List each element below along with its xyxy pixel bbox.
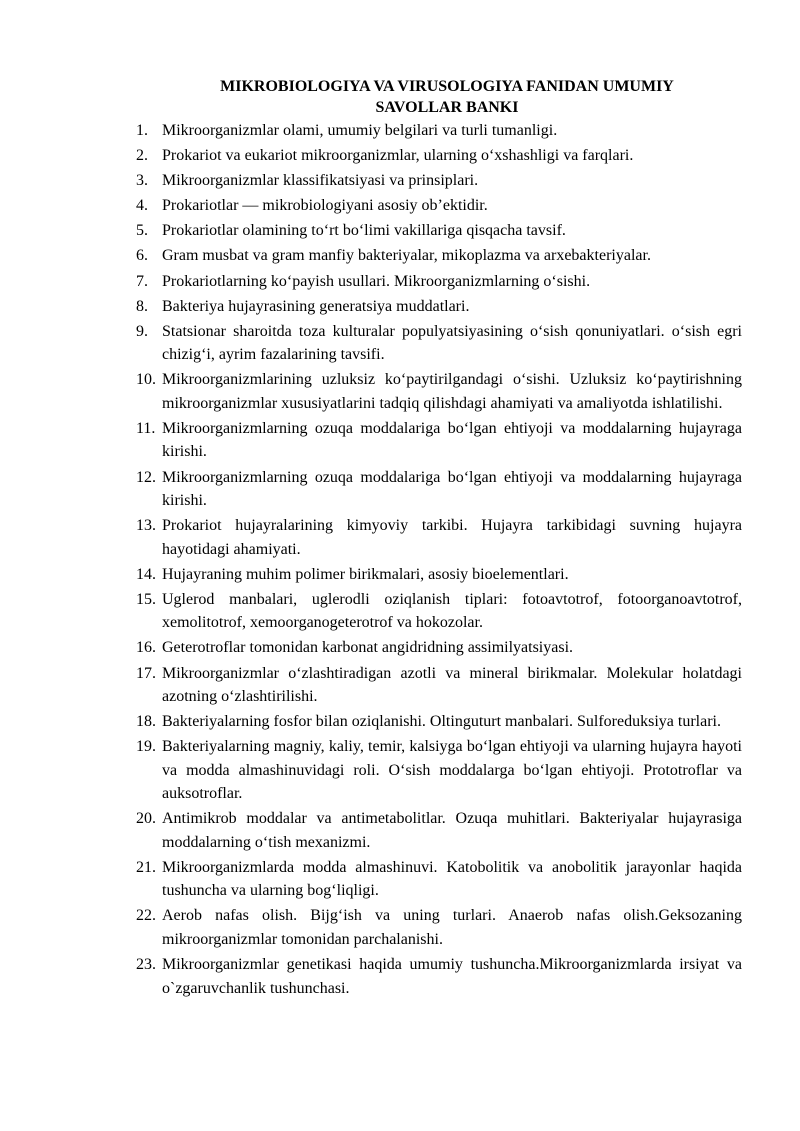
item-text: Mikroorganizmlar genetikasi haqida umumiy tushuncha.Mikroorganizmlarda irsiyat va o`zgaruvchanlik tushunchasi. <box>162 956 742 997</box>
item-number: 10. <box>136 371 156 389</box>
item-text: Statsionar sharoitda toza kulturalar populyatsiyasining oʻsish qonuniyatlari. oʻsish egri chizigʻi, ayrim fazalarining tavsifi. <box>162 322 742 364</box>
list-item <box>136 466 742 513</box>
title-line-1: MIKROBIOLOGIYA VA VIRUSOLOGIYA FANIDAN UMUMIY <box>220 78 674 95</box>
list-item <box>136 295 742 319</box>
item-text: Mikroorganizmlar oʻzlashtiradigan azotli va mineral birikmalar. Molekular holatdagi azotning oʻzlashtirilishi. <box>162 664 742 705</box>
item-text: Geterotroflar tomonidan karbonat angidridning assimilyatsiyasi. <box>162 639 574 657</box>
item-number: 19. <box>136 738 156 756</box>
list-item <box>136 320 742 367</box>
item-number: 20. <box>136 810 156 828</box>
list-item <box>136 514 742 561</box>
list-item <box>136 194 742 218</box>
item-text: Mikroorganizmlarining uzluksiz koʻpaytirilgandagi oʻsishi. Uzluksiz koʻpaytirishning mikroorganizmlar xususiyatlarini tadqiq qilishdagi ahamiyati va amaliyotda ishlatilishi. <box>162 371 742 412</box>
list-item <box>136 856 742 903</box>
item-number: 23. <box>136 956 156 974</box>
item-number: 12. <box>136 468 156 486</box>
item-text: Prokariotlar olamining toʻrt boʻlimi vakillariga qisqacha tavsif. <box>162 222 566 240</box>
item-text: Mikroorganizmlar olami, umumiy belgilari va turli tumanligi. <box>162 122 558 139</box>
item-number: 4. <box>136 197 148 215</box>
list-item <box>136 710 742 734</box>
item-text: Antimikrob moddalar va antimetabolitlar. Ozuqa muhitlari. Bakteriyalar hujayrasiga moddalarning oʻtish mexanizmi. <box>162 810 742 851</box>
list-item <box>136 563 742 587</box>
item-number: 11. <box>136 419 156 437</box>
list-item <box>136 119 742 143</box>
item-text: Mikroorganizmlarning ozuqa moddalariga boʻlgan ehtiyoji va moddalarning hujayraga kirishi. <box>162 468 742 510</box>
item-text: Prokariot hujayralarining kimyoviy tarkibi. Hujayra tarkibidagi suvning hujayra hayotidagi ahamiyati. <box>162 517 742 558</box>
list-item <box>136 807 742 854</box>
list-item <box>136 417 742 464</box>
item-number: 2. <box>136 147 148 165</box>
item-number: 1. <box>136 122 148 139</box>
list-item <box>136 244 742 268</box>
item-number: 6. <box>136 247 148 265</box>
list-item <box>136 904 742 951</box>
item-text: Uglerod manbalari, uglerodli oziqlanish tiplari: fotoavtotrof, fotoorganoavtotrof, xemolitotrof, xemoorganogeterotrof va hokozolar. <box>162 590 742 632</box>
item-text: Bakteriyalarning fosfor bilan oziqlanishi. Oltinguturt manbalari. Sulforeduksiya turlari. <box>162 713 721 731</box>
item-text: Bakteriya hujayrasining generatsiya muddatlari. <box>162 297 470 315</box>
item-number: 14. <box>136 565 156 583</box>
list-item <box>136 953 742 1000</box>
document-title <box>136 76 742 118</box>
item-number: 9. <box>136 322 148 340</box>
list-item <box>136 368 742 415</box>
item-number: 7. <box>136 272 148 290</box>
item-number: 21. <box>136 858 156 876</box>
list-item <box>136 144 742 168</box>
question-list <box>136 119 742 1000</box>
item-number: 18. <box>136 713 156 731</box>
item-text: Prokariot va eukariot mikroorganizmlar, ularning oʻxshashligi va farqlari. <box>162 147 634 165</box>
item-text: Hujayraning muhim polimer birikmalari, asosiy bioelementlari. <box>162 565 569 583</box>
item-number: 17. <box>136 664 156 682</box>
item-text: Bakteriyalarning magniy, kaliy, temir, kalsiyga boʻlgan ehtiyoji va ularning hujayra hayoti va modda almashinuvidagi roli. Oʻsish moddalarga boʻlgan ehtiyoji. Prototroflar va auksotroflar. <box>162 738 742 803</box>
item-number: 13. <box>136 517 156 535</box>
list-item <box>136 219 742 243</box>
item-text: Mikroorganizmlar klassifikatsiyasi va prinsiplari. <box>162 172 479 190</box>
list-item <box>136 662 742 709</box>
title-line-2: SAVOLLAR BANKI <box>375 99 519 116</box>
item-text: Prokariotlarning koʻpayish usullari. Mikroorganizmlarning oʻsishi. <box>162 272 591 290</box>
item-number: 8. <box>136 297 148 315</box>
list-item <box>136 588 742 635</box>
list-item <box>136 270 742 294</box>
list-item <box>136 735 742 806</box>
item-text: Mikroorganizmlarning ozuqa moddalariga boʻlgan ehtiyoji va moddalarning hujayraga kirishi. <box>162 419 742 461</box>
item-number: 3. <box>136 172 148 190</box>
item-text: Gram musbat va gram manfiy bakteriyalar, mikoplazma va arxebakteriyalar. <box>162 247 651 265</box>
item-number: 15. <box>136 590 156 608</box>
item-number: 22. <box>136 907 156 925</box>
item-text: Aerob nafas olish. Bijgʻish va uning turlari. Anaerob nafas olish.Geksozaning mikroorganizmlar tomonidan parchalanishi. <box>162 907 742 948</box>
list-item <box>136 636 742 660</box>
item-text: Prokariotlar — mikrobiologiyani asosiy ob’ektidir. <box>162 197 488 215</box>
list-item <box>136 169 742 193</box>
item-number: 16. <box>136 639 156 657</box>
item-number: 5. <box>136 222 148 240</box>
item-text: Mikroorganizmlarda modda almashinuvi. Katobolitik va anobolitik jarayonlar haqida tushuncha va ularning bogʻliqligi. <box>162 858 742 900</box>
